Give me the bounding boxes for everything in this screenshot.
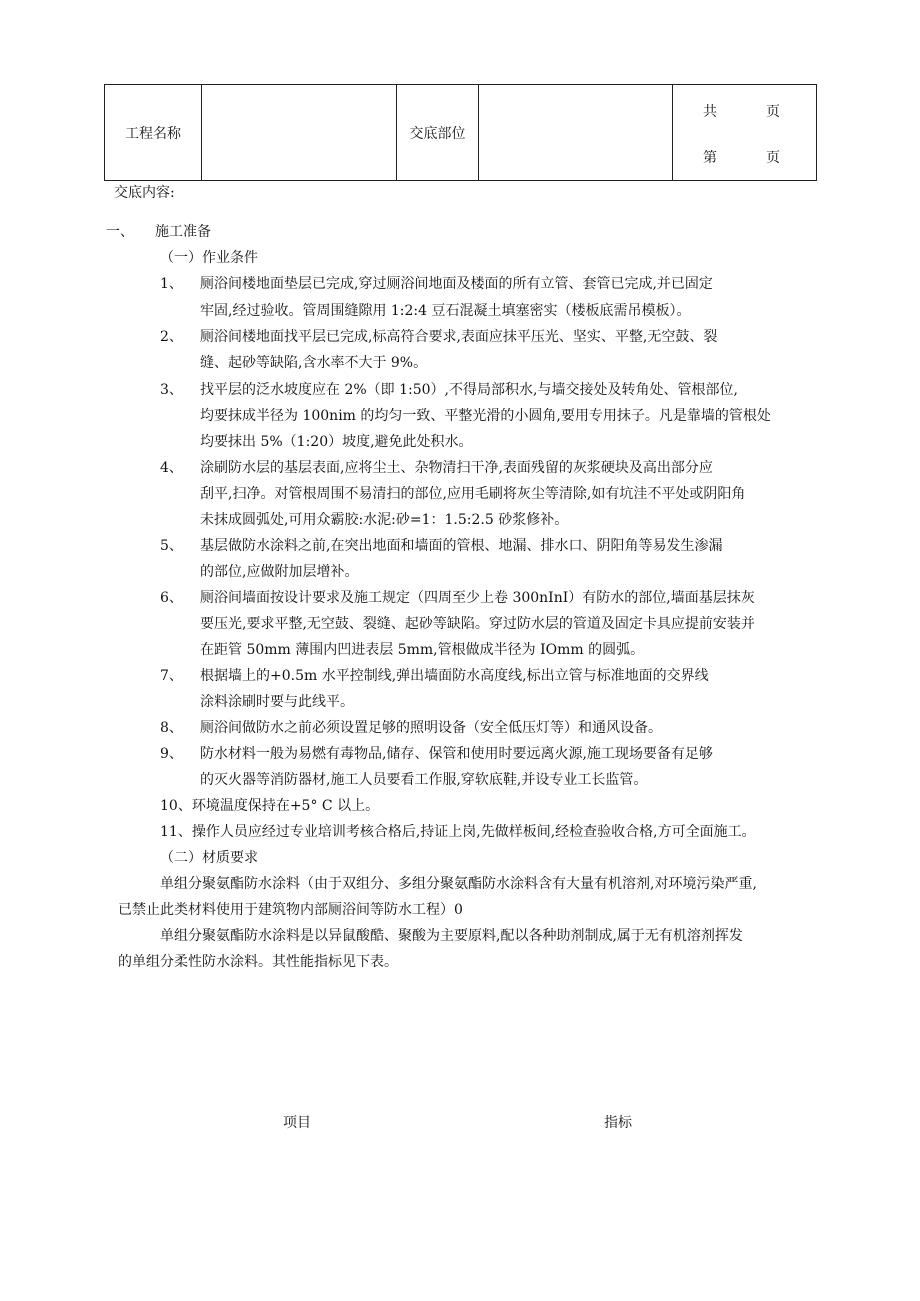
item-line: 的部位,应做附加层增补。 bbox=[200, 564, 359, 580]
location-value bbox=[479, 85, 673, 181]
item-line: 厕浴间楼地面找平层已完成,标高符合要求,表面应抹平压光、坚实、平整,无空鼓、裂 bbox=[200, 329, 718, 345]
table-header-item: 项目 bbox=[283, 1115, 311, 1131]
item-line: 牢固,经过验收。管周围缝隙用 1:2:4 豆石混凝土填塞密实（楼板底需吊模板）。 bbox=[200, 303, 691, 319]
location-label: 交底部位 bbox=[397, 85, 479, 181]
item-line: 厕浴间墙面按设计要求及施工规定（四周至少上卷 300nInI）有防水的部位,墙面基层抹灰 bbox=[200, 590, 755, 606]
item-number: 4、 bbox=[160, 460, 183, 476]
project-name-value bbox=[202, 85, 397, 181]
header-row bbox=[105, 85, 817, 181]
item-line: 基层做防水涂料之前,在突出地面和墙面的管根、地漏、排水口、阴阳角等易发生渗漏 bbox=[200, 538, 723, 554]
item-line: 未抹成圆弧处,可用众霸胶:水泥:砂=1：1.5:2.5 砂浆修补。 bbox=[200, 512, 569, 528]
header-table bbox=[104, 84, 817, 181]
paragraph-line: 的单组分柔性防水涂料。其性能指标见下表。 bbox=[118, 954, 398, 970]
item-line: 防水材料一般为易燃有毒物品,储存、保管和使用时要远离火源,施工现场要备有足够 bbox=[200, 746, 713, 762]
item-line: 刮平,扫净。对管根周围不易清扫的部位,应用毛刷将灰尘等清除,如有坑洼不平处或阴阳角 bbox=[200, 486, 746, 502]
page-current-label: 第 bbox=[703, 150, 717, 166]
item-number: 9、 bbox=[160, 746, 183, 762]
item-line: 在距管 50mm 薄围内凹进表层 5mm,管根做成半径为 IOmm 的圆弧。 bbox=[200, 642, 645, 658]
item-line: 均要抹出 5%（1:20）坡度,避免此处积水。 bbox=[200, 434, 473, 450]
item-line: 厕浴间做防水之前必须设置足够的照明设备（安全低压灯等）和通风设备。 bbox=[200, 720, 662, 736]
page-total-unit: 页 bbox=[766, 104, 780, 120]
item-line: 缝、起砂等缺陷,含水率不大于 9%。 bbox=[200, 355, 428, 371]
item-10: 10、环境温度保持在+5° C 以上。 bbox=[160, 798, 380, 814]
item-line: 根据墙上的+0.5m 水平控制线,弹出墙面防水高度线,标出立管与标准地面的交界线 bbox=[200, 668, 709, 684]
page-current-unit: 页 bbox=[766, 150, 780, 166]
item-number: 8、 bbox=[160, 720, 183, 736]
section-number: 一、 bbox=[106, 224, 134, 240]
page-info-cell bbox=[673, 85, 817, 181]
item-line: 要压光,要求平整,无空鼓、裂缝、起砂等缺陷。穿过防水层的管道及固定卡具应提前安装并 bbox=[200, 616, 755, 632]
page-total-label: 共 bbox=[703, 104, 717, 120]
section-title: 施工准备 bbox=[155, 224, 211, 240]
subsection-title-materials: （二）材质要求 bbox=[160, 850, 258, 866]
item-number: 1、 bbox=[160, 276, 183, 292]
item-line: 涂刷防水层的基层表面,应将尘土、杂物清扫干净,表面残留的灰浆硬块及高出部分应 bbox=[200, 460, 713, 476]
item-number: 6、 bbox=[160, 590, 183, 606]
item-line: 均要抹成半径为 100nim 的均匀一致、平整光滑的小圆角,要用专用抹子。凡是靠墙的管根处 bbox=[200, 408, 771, 424]
item-number: 2、 bbox=[160, 329, 183, 345]
item-number: 7、 bbox=[160, 668, 183, 684]
item-11: 11、操作人员应经过专业培训考核合格后,持证上岗,先做样板间,经检查验收合格,方可全面施工。 bbox=[160, 824, 756, 840]
table-header-indicator: 指标 bbox=[604, 1115, 632, 1131]
paragraph-line: 单组分聚氨酯防水涂料是以异鼠酸酷、聚酸为主要原料,配以各种助剂制成,属于无有机溶剂挥发 bbox=[160, 928, 743, 944]
item-line: 涂料涂刷时要与此线平。 bbox=[200, 694, 354, 710]
paragraph-line: 单组分聚氨酯防水涂料（由于双组分、多组分聚氨酯防水涂料含有大量有机溶剂,对环境污染严重, bbox=[160, 876, 757, 892]
item-number: 3、 bbox=[160, 382, 183, 398]
subsection-title-conditions: （一）作业条件 bbox=[160, 250, 258, 266]
item-line: 找平层的泛水坡度应在 2%（即 1:50）,不得局部积水,与墙交接处及转角处、管根部位, bbox=[200, 382, 738, 398]
content-label: 交底内容: bbox=[114, 185, 175, 201]
item-line: 厕浴间楼地面垫层已完成,穿过厕浴间地面及楼面的所有立管、套管已完成,并已固定 bbox=[200, 276, 713, 292]
item-line: 的灭火器等消防器材,施工人员要看工作服,穿软底鞋,并设专业工长监管。 bbox=[200, 772, 648, 788]
project-name-label: 工程名称 bbox=[105, 85, 202, 181]
paragraph-line: 已禁止此类材料使用于建筑物内部厕浴间等防水工程）0 bbox=[118, 902, 463, 918]
item-number: 5、 bbox=[160, 538, 183, 554]
